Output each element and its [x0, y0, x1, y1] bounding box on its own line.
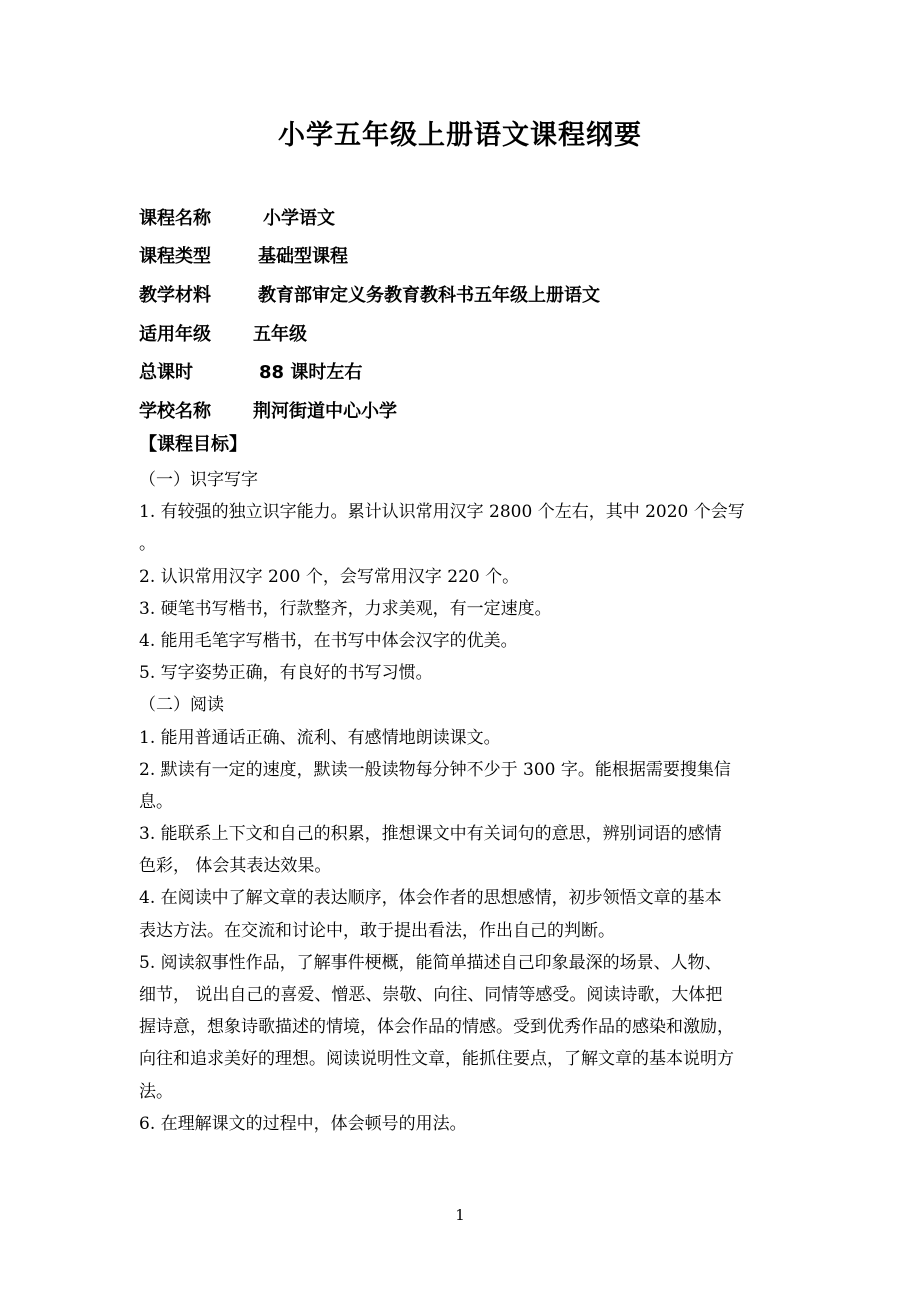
subsection-heading: （二）阅读 [139, 695, 224, 716]
paragraph-line: 1. 能用普通话正确、流利、有感情地朗读课文。 [139, 727, 501, 748]
document-title: 小学五年级上册语文课程纲要 [278, 120, 642, 151]
paragraph-line: 色彩， 体会其表达效果。 [139, 856, 332, 877]
paragraph-line: 2. 认识常用汉字 200 个，会写常用汉字 220 个。 [139, 566, 520, 587]
paragraph-line: 法。 [139, 1081, 173, 1102]
info-value: 88 课时左右 [259, 362, 363, 383]
paragraph-line: 6. 在理解课文的过程中，体会顿号的用法。 [139, 1113, 467, 1134]
paragraph-line: 表达方法。在交流和讨论中，敢于提出看法，作出自己的判断。 [139, 920, 615, 941]
page-number: 1 [455, 1206, 465, 1224]
info-label: 教学材料 [139, 285, 211, 306]
paragraph-line: 向往和追求美好的理想。阅读说明性文章，能抓住要点，了解文章的基本说明方 [139, 1049, 734, 1070]
info-label: 适用年级 [139, 324, 211, 345]
info-value: 教育部审定义务教育教科书五年级上册语文 [258, 285, 600, 306]
paragraph-line: 5. 写字姿势正确，有良好的书写习惯。 [139, 663, 433, 684]
section-heading-course-goals: 【课程目标】 [139, 434, 247, 455]
paragraph-line: 2. 默读有一定的速度，默读一般读物每分钟不少于 300 字。能根据需要搜集信 [139, 759, 731, 780]
info-label: 课程类型 [139, 246, 211, 267]
body-text [139, 464, 787, 1140]
paragraph-line: 细节， 说出自己的喜爱、憎恶、崇敬、向往、同情等感受。阅读诗歌，大体把 [139, 985, 723, 1005]
paragraph-line: 5. 阅读叙事性作品，了解事件梗概，能简单描述自己印象最深的场景、人物、 [139, 952, 722, 973]
paragraph-line: 。 [139, 534, 156, 555]
paragraph-line: 息。 [139, 791, 173, 812]
paragraph-line: 3. 能联系上下文和自己的积累，推想课文中有关词句的意思，辨别词语的感情 [139, 824, 722, 845]
info-label: 学校名称 [139, 401, 211, 422]
paragraph-line: 握诗意，想象诗歌描述的情境，体会作品的情感。受到优秀作品的感染和激励， [139, 1017, 734, 1038]
subsection-heading: （一）识字写字 [139, 470, 258, 490]
info-label: 课程名称 [139, 208, 211, 229]
info-label: 总课时 [139, 362, 193, 383]
paragraph-line: 4. 能用毛笔字写楷书，在书写中体会汉字的优美。 [139, 630, 518, 651]
paragraph-line: 4. 在阅读中了解文章的表达顺序，体会作者的思想感情，初步领悟文章的基本 [139, 888, 722, 909]
info-value: 小学语文 [263, 208, 335, 229]
paragraph-line: 3. 硬笔书写楷书，行款整齐，力求美观，有一定速度。 [139, 598, 552, 619]
info-value: 基础型课程 [258, 246, 348, 267]
info-value: 五年级 [253, 324, 307, 345]
info-value: 荆河街道中心小学 [253, 401, 397, 422]
paragraph-line: 1. 有较强的独立识字能力。累计认识常用汉字 2800 个左右，其中 2020 个会写 [139, 502, 745, 523]
